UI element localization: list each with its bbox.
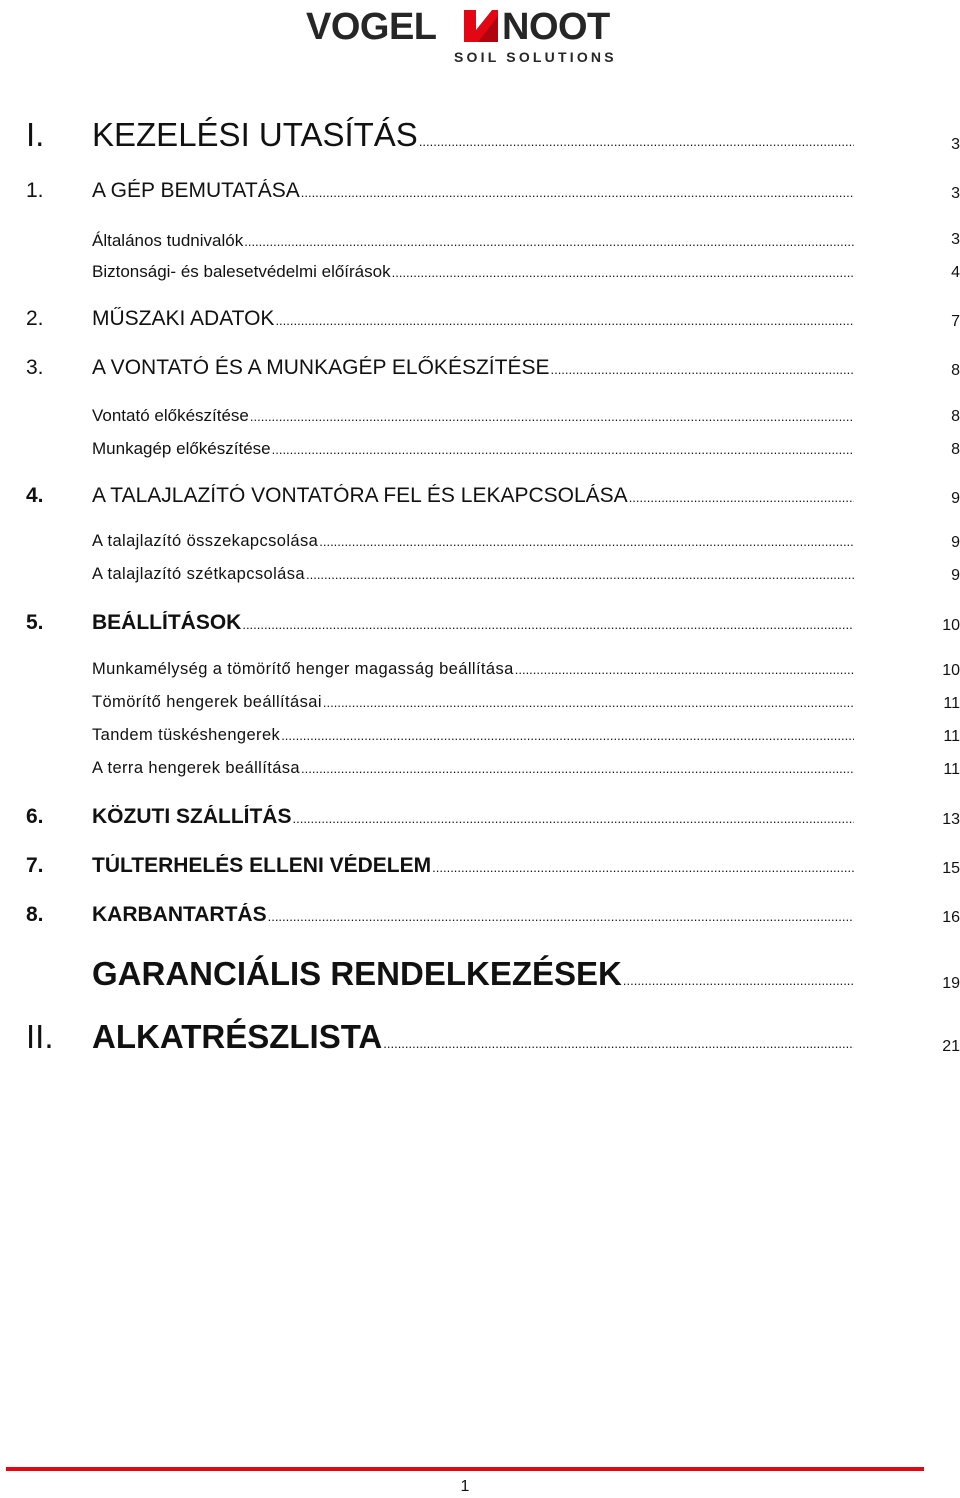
toc-number: I.	[26, 116, 45, 153]
toc-leader	[301, 185, 854, 200]
toc-leader	[272, 442, 854, 457]
toc-leader	[432, 860, 854, 875]
toc-number: 2.	[26, 307, 44, 330]
toc-page: 3	[951, 185, 960, 202]
toc-leader	[275, 313, 854, 328]
toc-number: 6.	[26, 805, 44, 828]
toc-leader	[242, 617, 854, 632]
toc-page: 9	[951, 534, 960, 551]
toc-page: 11	[943, 695, 960, 712]
toc-leader	[250, 409, 854, 424]
footer-rule	[6, 1467, 924, 1471]
toc-title: A TALAJLAZÍTÓ VONTATÓRA FEL ÉS LEKAPCSOLÁSA	[92, 484, 628, 507]
toc-page: 9	[951, 567, 960, 584]
toc-title: A talajlazító összekapcsolása	[92, 532, 319, 550]
toc-leader	[301, 761, 854, 776]
toc-page: 3	[951, 231, 960, 248]
toc-page: 9	[951, 490, 960, 507]
toc-leader	[550, 362, 854, 377]
toc-title: Munkamélység a tömörítő henger magasság beállítása	[92, 660, 514, 678]
toc-page: 19	[942, 975, 960, 992]
toc-leader	[515, 662, 854, 677]
toc-leader	[306, 567, 854, 582]
toc-title: Vontató előkészítése	[92, 406, 249, 425]
toc-number: II.	[26, 1018, 54, 1055]
toc-leader	[392, 265, 854, 280]
toc-title: Tandem tüskéshengerek	[92, 726, 281, 744]
toc-page: 7	[951, 313, 960, 330]
toc-title: GARANCIÁLIS RENDELKEZÉSEK	[92, 955, 622, 992]
toc-number: 5.	[26, 611, 44, 634]
toc-page: 16	[942, 909, 960, 926]
toc-page: 8	[951, 441, 960, 458]
toc-page: 11	[943, 761, 960, 778]
toc-page: 8	[951, 408, 960, 425]
toc-page: 21	[942, 1038, 960, 1055]
toc-number: 4.	[26, 484, 44, 507]
toc-page: 10	[942, 662, 960, 679]
toc-title: BEÁLLÍTÁSOK	[92, 611, 242, 634]
logo-word-right: NOOT	[502, 6, 610, 48]
toc-number: 8.	[26, 903, 44, 926]
toc-title: KÖZUTI SZÁLLÍTÁS	[92, 805, 292, 828]
toc-leader	[244, 234, 854, 249]
logo-tagline: SOIL SOLUTIONS	[454, 49, 617, 65]
toc-title: A GÉP BEMUTATÁSA	[92, 179, 300, 202]
toc-number: 1.	[26, 179, 44, 202]
toc-number: 7.	[26, 854, 44, 877]
toc-page: 15	[942, 860, 960, 877]
toc-page: 3	[951, 136, 960, 153]
toc-title: A VONTATÓ ÉS A MUNKAGÉP ELŐKÉSZÍTÉSE	[92, 356, 550, 379]
toc-title: TÚLTERHELÉS ELLENI VÉDELEM	[92, 854, 432, 877]
toc-number: 3.	[26, 356, 44, 379]
toc-title: A talajlazító szétkapcsolása	[92, 565, 305, 583]
toc-page: 10	[942, 617, 960, 634]
toc-leader	[319, 534, 854, 549]
toc-leader	[323, 695, 854, 710]
toc-title: KEZELÉSI UTASÍTÁS	[92, 116, 418, 153]
toc-page: 8	[951, 362, 960, 379]
toc-title: Tömörítő hengerek beállításai	[92, 693, 322, 711]
toc-leader	[281, 728, 854, 743]
logo-word-left: VOGEL	[306, 6, 437, 48]
toc-page: 13	[942, 811, 960, 828]
toc-leader	[292, 811, 854, 826]
toc-title: KARBANTARTÁS	[92, 903, 267, 926]
toc-title: A terra hengerek beállítása	[92, 759, 301, 777]
toc-leader	[383, 1036, 854, 1051]
toc-leader	[623, 973, 854, 988]
toc-leader	[629, 490, 854, 505]
page-number: 1	[460, 1478, 470, 1495]
toc-title: MŰSZAKI ADATOK	[92, 307, 275, 330]
toc-title: ALKATRÉSZLISTA	[92, 1018, 383, 1055]
toc-page: 4	[951, 264, 960, 281]
toc-leader	[419, 134, 854, 149]
toc-leader	[268, 909, 854, 924]
toc-title: Biztonsági- és balesetvédelmi előírások	[92, 262, 391, 281]
toc-page: 11	[943, 728, 960, 745]
toc-title: Munkagép előkészítése	[92, 439, 271, 458]
toc-title: Általános tudnivalók	[92, 231, 244, 250]
